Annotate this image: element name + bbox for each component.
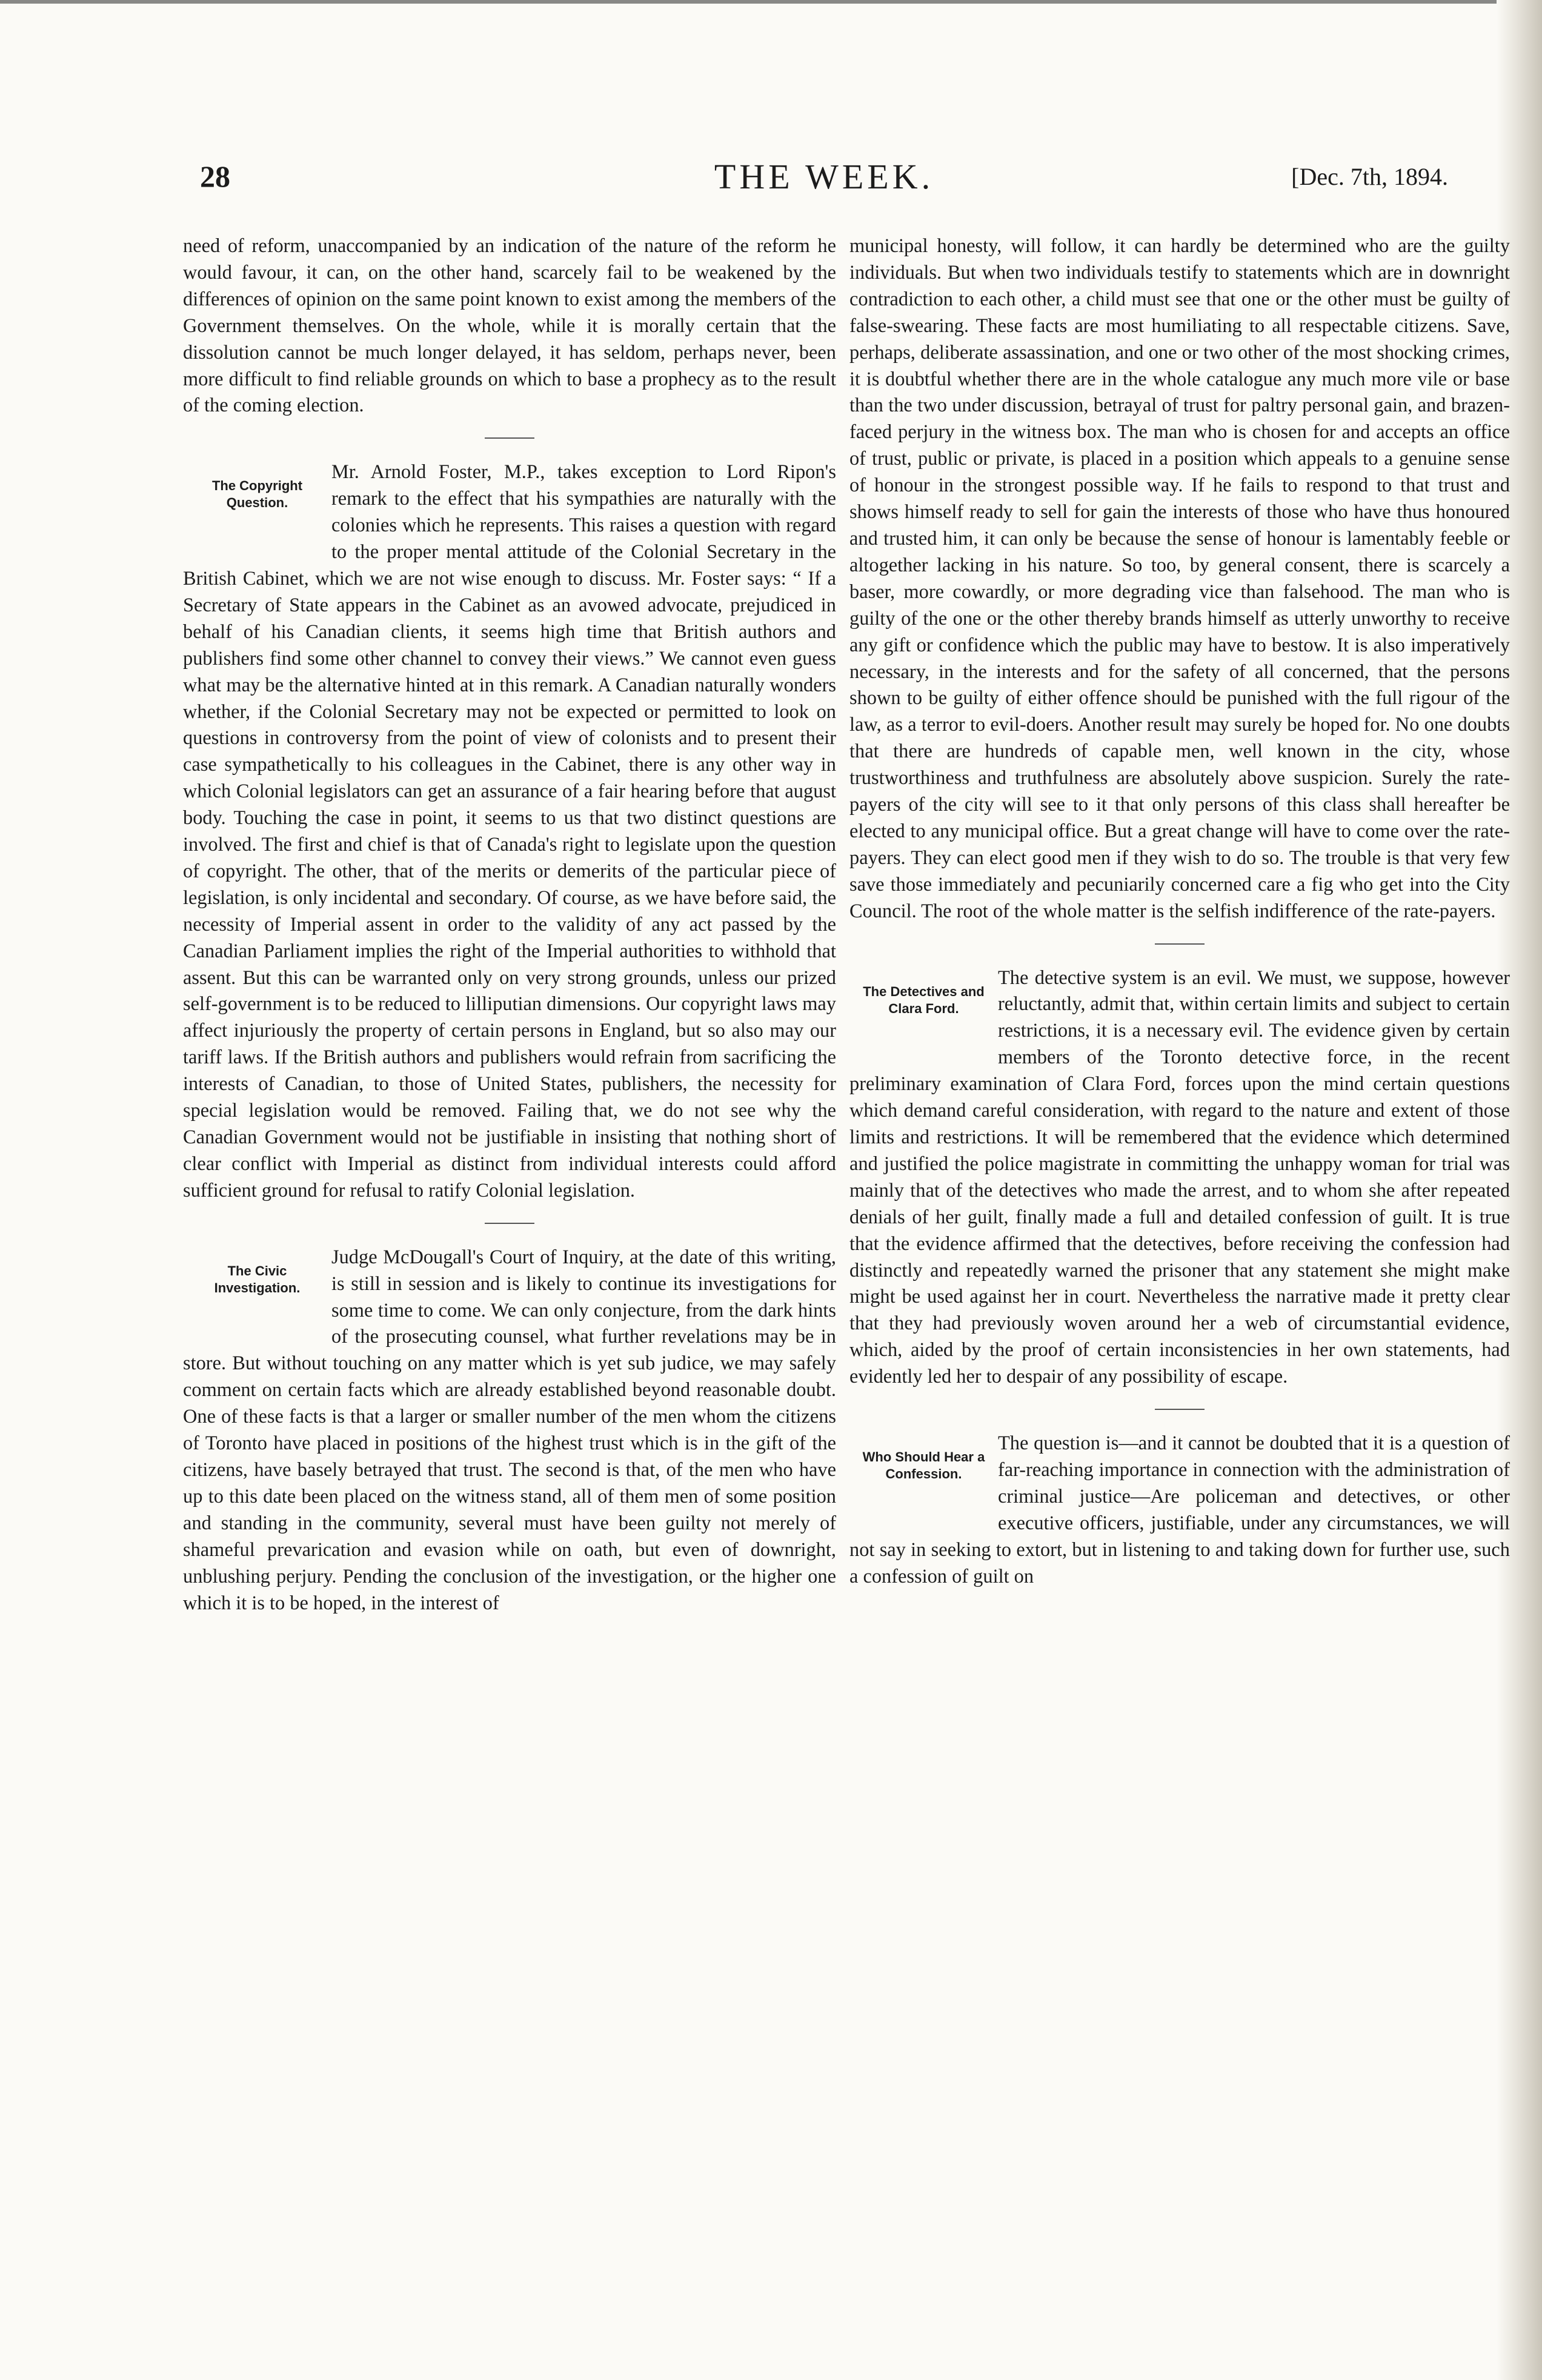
issue-date: [Dec. 7th, 1894. <box>1291 163 1448 190</box>
masthead-title: THE WEEK. <box>714 157 934 196</box>
section-separator <box>485 1223 534 1224</box>
article-detectives <box>849 965 1510 1391</box>
paragraph-reform: need of reform, unaccompanied by an indication of the nature of the reform he would favour, it can, on the other hand, scarcely fail to be weakened by the differences of opinion on the same point known to exist among the members of the Government themselves. On the whole, while it is morally certain that the dissolution cannot be much longer delayed, it has seldom, perhaps never, been more difficult to find reliable grounds on which to base a prophecy as to the result of the coming election. <box>183 235 836 417</box>
page-number: 28 <box>200 159 230 193</box>
article-civic-investigation <box>183 1245 836 1617</box>
top-border-rule <box>0 0 1542 4</box>
left-column <box>183 233 836 2318</box>
paragraph-municipal-honesty: municipal honesty, will follow, it can hardly be determined who are the guilty individuals. But when two individuals testify to statements which are in downright contradiction to each other, a child must see that one or the other must be guilty of false-swearing. These facts are most humiliating to all respectable citizens. Save, perhaps, deliberate assassination, and one or two other of the most shocking crimes, it is doubtful whether there are in the whole catalogue any much more vile or base than the two under discussion, betrayal of trust for paltry personal gain, and brazen-faced perjury in the witness box. The man who is chosen for and accepts an office of trust, public or private, is placed in a position which appeals to a genuine sense of honour in the strongest possible way. If he fails to respond to that trust and shows himself ready to sell for gain the interests of those who have thus honoured and trusted him, it can only be because the sense of honour is lamentably feeble or altogether lacking in his nature. So too, by general consent, there is scarcely a baser, more cowardly, or more degrading vice than falsehood. The man who is guilty of the one or the other thereby brands himself as utterly unworthy to receive any gift or confidence which the public may have to bestow. It is also imperatively necessary, in the interests and for the safety of all concerned, that the persons shown to be guilty of either offence should be punished with the full rigour of the law, as a terror to evil-doers. Another result may surely be hoped for. No one doubts that there are hundreds of capable men, well known in the city, whose trustworthiness and truthfulness are absolutely above suspicion. Surely the rate-payers of the city will see to it that only persons of this class shall hereafter be elected to any municipal office. But a great change will have to come over the rate-payers. They can elect good men if they wish to do so. The trouble is that very few save those immediately and pecuniarily concerned care a fig who get into the City Council. The root of the whole matter is the selfish indifference of the rate-payers. <box>849 235 1510 922</box>
sidehead-civic: The Civic Investigation. <box>214 1263 301 1295</box>
paragraph-copyright: Mr. Arnold Foster, M.P., takes exception to Lord Ripon's remark to the effect that his sympathies are naturally with the colonies which he represents. This raises a question with regard to the proper mental attitude of the Colonial Secretary in the British Cabinet, which we are not wise enough to discuss. Mr. Foster says: “ If a Secretary of State appears in the Cabinet as an avowed advocate, prejudiced in behalf of his Canadian clients, it seems high time that British authors and publishers find some other channel to convey their views.” We cannot even guess what may be the alternative hinted at in this remark. A Canadian naturally wonders whether, if the Colonial Secretary may not be expected or permitted to look on questions in controversy from the point of view of colonists and to present their case sympathetically to his colleagues in the Cabinet, there is any other way in which Colonial legislators can get an assurance of a fair hearing before that august body. Touching the case in point, it seems to us that two distinct questions are involved. The first and chief is that of Canada's right to legislate upon the question of copyright. The other, that of the merits or demerits of the particular piece of legislation, is only incidental and secondary. Of course, as we have before said, the necessity of Imperial assent in order to the validity of any act passed by the Canadian Parliament implies the right of the Imperial authorities to withhold that assent. But this can be warranted only on very strong grounds, unless our prized self-government is to be reduced to lilliputian dimensions. Our copyright laws may affect injuriously the property of certain persons in England, but so also may our tariff laws. If the British authors and publishers would refrain from sacrificing the interests of Canadian, to those of United States, publishers, the necessity for special legislation would be removed. Failing that, we do not see why the Canadian Government would not be justifiable in insisting that nothing short of clear conflict with Imperial as distinct from individual interests could afford sufficient ground for refusal to ratify Colonial legislation. <box>183 461 836 1202</box>
sidehead-copyright: The Copyright Question. <box>211 478 303 511</box>
section-separator <box>1155 943 1205 945</box>
article-confession <box>849 1431 1510 1590</box>
sidehead-confession: Who Should Hear a Confession. <box>862 1449 985 1482</box>
page-header <box>200 159 1448 207</box>
paragraph-civic: Judge McDougall's Court of Inquiry, at the date of this writing, is still in session and is likely to continue its investigations for some time to come. We can only conjecture, from the dark hints of the prosecuting counsel, what further revelations may be in store. But without touching on any matter which is yet sub judice, we may safely comment on certain facts which are already established beyond reasonable doubt. One of these facts is that a larger or smaller number of the men whom the citizens of Toronto have placed in positions of the highest trust which is in the gift of the citizens, have basely betrayed that trust. The second is that, of the men who have up to this date been placed on the witness stand, all of them men of some position and standing in the community, several must have been guilty not merely of shameful prevarication and evasion while on oath, but even of downright, unblushing perjury. Pending the conclusion of the investigation, or the higher one which it is to be hoped, in the interest of <box>183 1246 836 1614</box>
article-copyright-question <box>183 459 836 1204</box>
section-separator <box>485 437 534 439</box>
paragraph-detectives: The detective system is an evil. We must, we suppose, however reluctantly, admit that, within certain limits and subject to certain restrictions, it is a necessary evil. The evidence given by certain members of the Toronto detective force, in the recent preliminary examination of Clara Ford, forces upon the mind certain questions which demand careful consideration, with regard to the nature and extent of those limits and restrictions. It will be remembered that the evidence which determined and justified the police magistrate in committing the unhappy woman for trial was mainly that of the detectives who made the arrest, and to whom she after repeated denials of her guilt, finally made a full and detailed confession of guilt. It is true that the evidence affirmed that the detectives, before receiving the confession had distinctly and repeatedly warned the prisoner that any statement she might make might be used against her in court. Nevertheless the narrative made it pretty clear that they had previously woven around her a web of circumstantial evidence, which, aided by the proof of certain inconsistencies in her own statements, had evidently led her to despair of any possibility of escape. <box>849 966 1510 1388</box>
sidehead-detectives: The Detectives and Clara Ford. <box>863 983 985 1016</box>
paragraph-confession: The question is—and it cannot be doubted that it is a question of far-reaching importance in connection with the administration of criminal justice—Are policeman and detectives, or other executive officers, justifiable, under any circumstances, we will not say in seeking to extort, but in listening to and taking down for further use, such a confession of guilt on <box>849 1432 1510 1587</box>
section-separator <box>1155 1409 1205 1410</box>
right-column <box>849 233 1510 2318</box>
